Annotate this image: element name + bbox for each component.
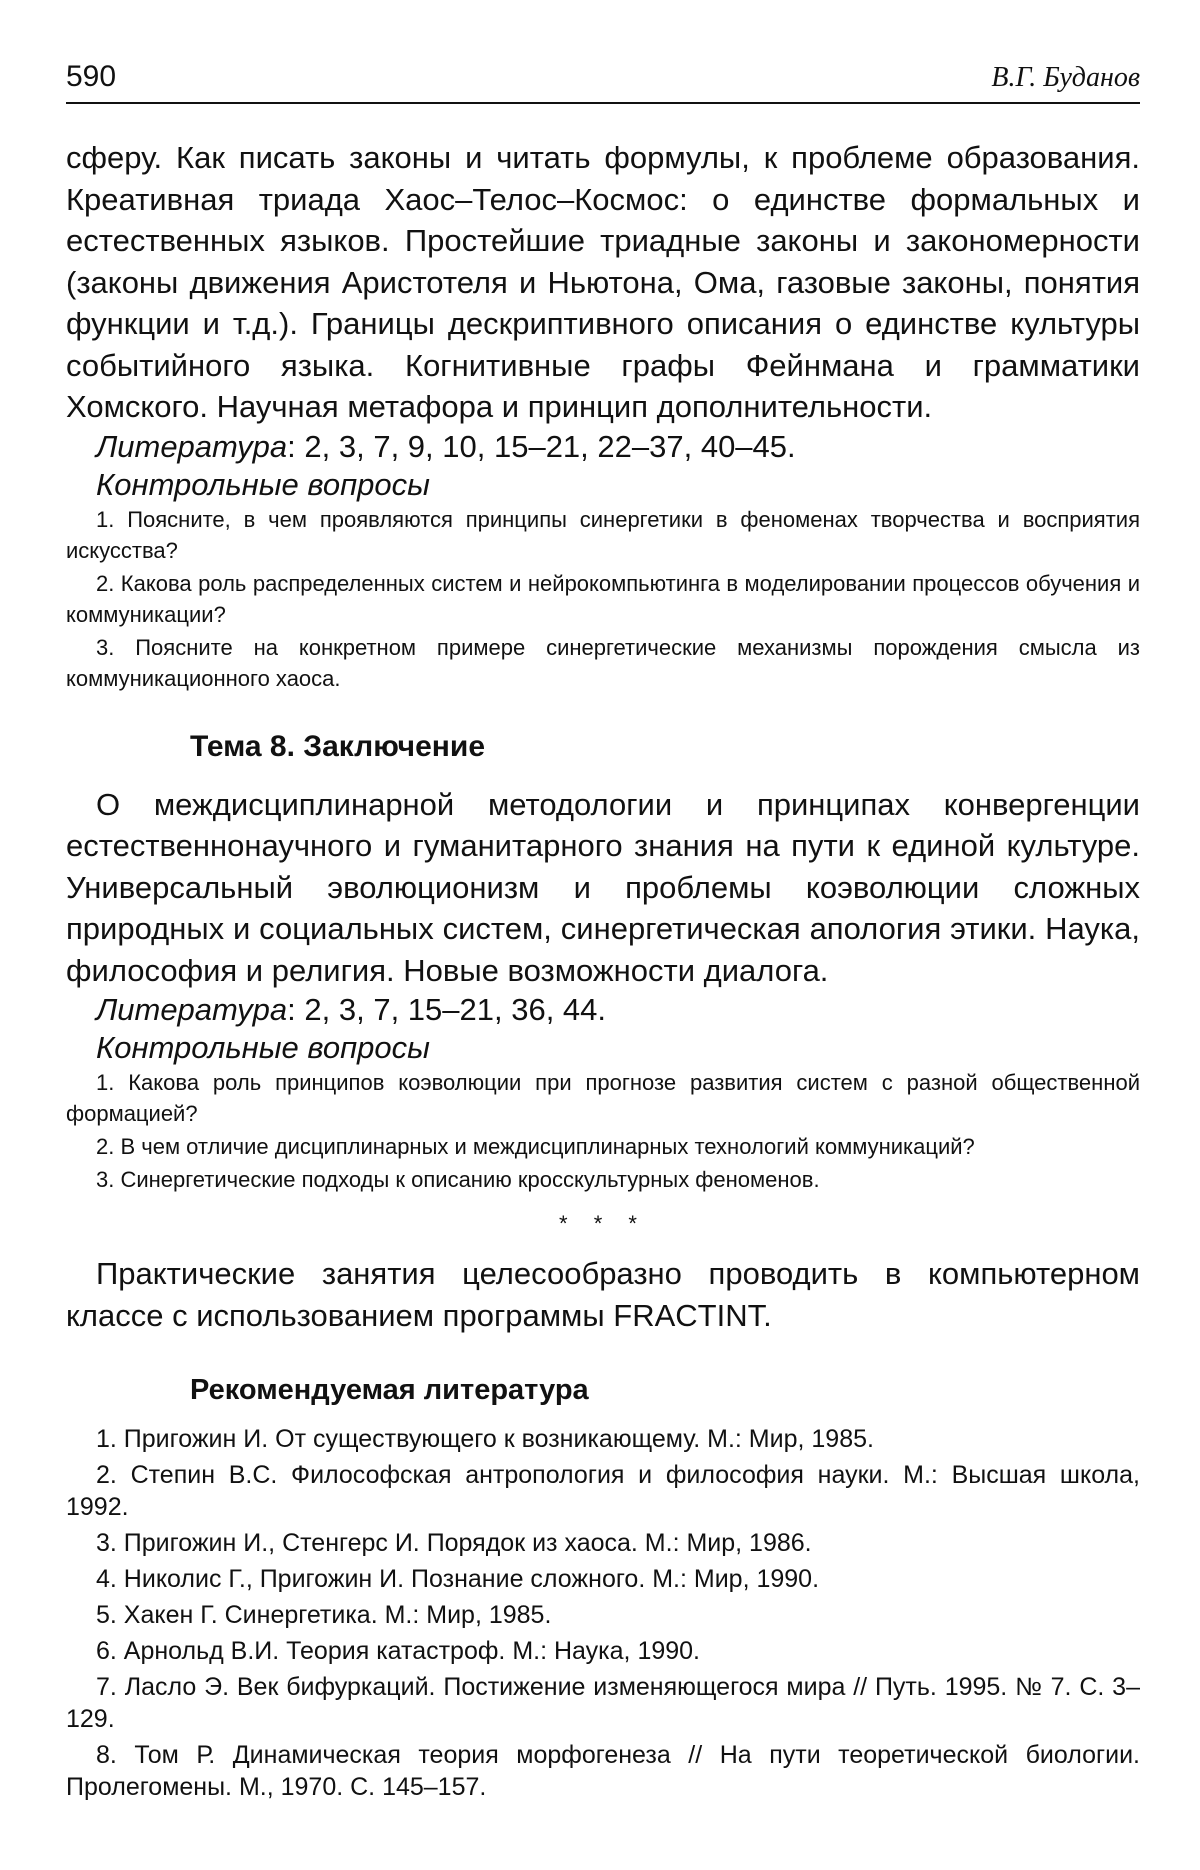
section7-questions-label: Контрольные вопросы	[96, 466, 430, 502]
section8-paragraph: О междисциплинарной методологии и принципах конвергенции естественнонаучного и гуманитарного знания на пути к единой культуре. Универсальный эволюционизм и проблемы коэволюции сложных природных и социальных систем, синергетическая апология этики. Наука, философия и религия. Новые возможности диалога.	[66, 786, 1140, 988]
reference-item: 3. Пригожин И., Стенгерс И. Порядок из хаоса. М.: Мир, 1986.	[96, 1529, 812, 1557]
reference-item: 5. Хакен Г. Синергетика. М.: Мир, 1985.	[96, 1601, 552, 1629]
question-item: 1. Поясните, в чем проявляются принципы синергетики в феноменах творчества и восприятия искусства?	[66, 506, 1140, 563]
question-item: 3. Поясните на конкретном примере синергетические механизмы порождения смысла из коммуникационного хаоса.	[66, 634, 1140, 691]
references-title: Рекомендуемая литература	[190, 1374, 589, 1406]
page-content	[66, 137, 1140, 1807]
section-separator: * * *	[559, 1211, 647, 1236]
section8-title: Тема 8. Заключение	[190, 729, 486, 763]
running-head-author: В.Г. Буданов	[991, 62, 1140, 93]
section8-literature	[66, 991, 1140, 1029]
reference-item: 7. Ласло Э. Век бифуркаций. Постижение изменяющегося мира // Путь. 1995. № 7. С. 3–129.	[66, 1673, 1140, 1733]
page-header	[66, 56, 1140, 104]
literature-list: : 2, 3, 7, 9, 10, 15–21, 22–37, 40–45.	[287, 428, 796, 464]
literature-list: : 2, 3, 7, 15–21, 36, 44.	[287, 992, 607, 1027]
practical-note: Практические занятия целесообразно проводить в компьютерном классе с использованием программы FRACTINT.	[66, 1256, 1140, 1333]
section8-questions	[66, 1067, 1140, 1195]
references-list	[66, 1423, 1140, 1803]
reference-item: 1. Пригожин И. От существующего к возникающему. М.: Мир, 1985.	[96, 1425, 874, 1453]
question-item: 2. Какова роль распределенных систем и нейрокомпьютинга в моделировании процессов обучения и коммуникации?	[66, 570, 1140, 627]
section7-questions	[66, 504, 1140, 694]
section7-paragraph: сферу. Как писать законы и читать формулы, к проблеме образования. Креативная триада Хаос–Телос–Космос: о единстве формальных и естественных языков. Простейшие триадные законы и закономерности (законы движения Аристотеля и Ньютона, Ома, газовые законы, понятия функции и т.д.). Границы дескриптивного описания о единстве культуры событийного языка. Когнитивные графы Фейнмана и грамматики Хомского. Научная метафора и принцип дополнительности.	[66, 140, 1140, 424]
question-item: 2. В чем отличие дисциплинарных и междисциплинарных технологий коммуникаций?	[96, 1134, 975, 1159]
reference-item: 6. Арнольд В.И. Теория катастроф. М.: Наука, 1990.	[96, 1637, 701, 1665]
question-item: 1. Какова роль принципов коэволюции при прогнозе развития систем с разной общественной формацией?	[66, 1070, 1140, 1126]
section8-questions-label: Контрольные вопросы	[96, 1030, 430, 1065]
question-item: 3. Синергетические подходы к описанию кросскультурных феноменов.	[96, 1167, 820, 1192]
literature-label: Литература	[96, 428, 288, 464]
literature-label: Литература	[96, 992, 288, 1027]
page-number: 590	[66, 60, 117, 93]
section7-literature	[66, 428, 1140, 466]
reference-item: 8. Том Р. Динамическая теория морфогенеза // На пути теоретической биологии. Пролегомены. М., 1970. С. 145–157.	[66, 1741, 1140, 1801]
reference-item: 4. Николис Г., Пригожин И. Познание сложного. М.: Мир, 1990.	[96, 1565, 820, 1593]
reference-item: 2. Степин В.С. Философская антропология и философия науки. М.: Высшая школа, 1992.	[66, 1461, 1140, 1521]
